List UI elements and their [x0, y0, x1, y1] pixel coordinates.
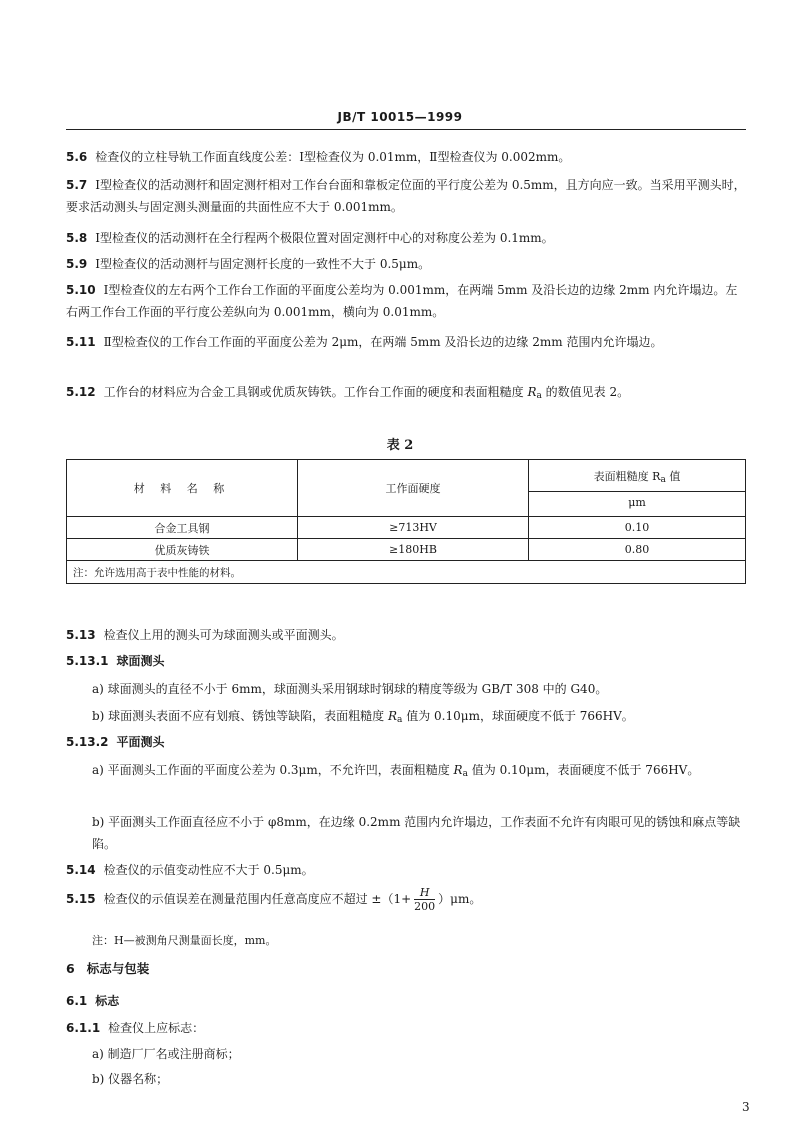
item-text-end: 值为 0.10μm，表面硬度不低于 766HV。 — [467, 763, 700, 777]
header-hardness: 工作面硬度 — [298, 460, 529, 517]
clause-text: Ⅰ型检查仪的活动测杆与固定测杆长度的一致性不大于 0.5μm。 — [95, 257, 431, 271]
clause-5-6 — [66, 146, 746, 168]
chapter-title: 标志与包装 — [86, 961, 150, 976]
clause-text-end: 的数值见表 2。 — [541, 385, 630, 399]
clause-text: 检查仪上应标志： — [108, 1021, 205, 1035]
clause-text: 检查仪的示值误差在测量范围内任意高度应不超过 ±（1+ — [103, 892, 412, 906]
clause-text-end: ）μm。 — [438, 892, 482, 906]
cell-hardness: ≥180HB — [298, 539, 529, 561]
table-note: 注：允许选用高于表中性能的材料。 — [67, 561, 746, 584]
item-6-1-1-b: b) 仪器名称； — [92, 1072, 169, 1086]
clause-text: 检查仪的立柱导轨工作面直线度公差：Ⅰ型检查仪为 0.01mm，Ⅱ型检查仪为 0.002mm。 — [95, 150, 571, 164]
clause-5-12 — [66, 381, 746, 407]
clause-number: 5.6 — [66, 150, 88, 164]
roughness-subscript: a — [462, 769, 468, 779]
chapter-number: 6 — [66, 961, 75, 976]
header-roughness-suffix: 值 — [665, 469, 681, 483]
clause-text: 检查仪的示值变动性应不大于 0.5μm。 — [103, 863, 314, 877]
clause-number: 5.13.2 — [66, 735, 109, 749]
clause-5-13-1 — [66, 650, 746, 672]
clause-number: 5.9 — [66, 257, 88, 271]
header-roughness — [529, 460, 746, 517]
clause-text: Ⅰ型检查仪的活动测杆在全行程两个极限位置对固定测杆中心的对称度公差为 0.1mm。 — [95, 231, 554, 245]
clause-5-11 — [66, 331, 746, 353]
roughness-subscript: a — [397, 715, 403, 725]
header-roughness-label: 表面粗糙度 R — [593, 469, 661, 483]
item-5-13-2-b: b) 平面测头工作面直径应不小于 φ8mm，在边缘 0.2mm 范围内允许塌边，工作表面不允许有肉眼可见的锈蚀和麻点等缺陷。 — [92, 815, 741, 851]
clause-number: 5.11 — [66, 335, 96, 349]
clause-5-9 — [66, 253, 746, 275]
item-text: a) 平面测头工作面的平面度公差为 0.3μm，不允许凹，表面粗糙度 — [92, 763, 454, 777]
roughness-subscript: a — [536, 391, 542, 401]
clause-text: 工作台的材料应为合金工具钢或优质灰铸铁。工作台工作面的硬度和表面粗糙度 — [103, 385, 528, 399]
cell-roughness: 0.10 — [529, 517, 746, 539]
clause-number: 5.13 — [66, 628, 96, 642]
clause-title: 球面测头 — [116, 654, 165, 668]
clause-5-13-2 — [66, 731, 746, 753]
item-5-13-1-b — [92, 705, 746, 731]
item-5-13-2-a — [92, 759, 746, 785]
cell-roughness: 0.80 — [529, 539, 746, 561]
clause-number: 5.13.1 — [66, 654, 109, 668]
clause-number: 6.1.1 — [66, 1021, 101, 1035]
table-note-row — [67, 561, 746, 584]
clause-6-1-1 — [66, 1017, 746, 1039]
item-6-1-1-a: a) 制造厂厂名或注册商标； — [92, 1047, 240, 1061]
table-caption: 表 2 — [386, 438, 414, 453]
clause-5-15 — [66, 884, 746, 914]
clause-title: 平面测头 — [116, 735, 165, 749]
clause-number: 5.7 — [66, 178, 88, 192]
item-5-13-1-a: a) 球面测头的直径不小于 6mm，球面测头采用钢球时钢球的精度等级为 GB/T 308 中的 G40。 — [92, 682, 608, 696]
roughness-symbol: R — [453, 763, 463, 777]
chapter-6 — [66, 958, 149, 980]
clause-text: 检查仪上用的测头可为球面测头或平面测头。 — [103, 628, 344, 642]
clause-5-15-note: 注：H—被测角尺测量面长度，mm。 — [92, 934, 277, 947]
fraction — [414, 886, 435, 913]
item-text-end: 值为 0.10μm，球面硬度不低于 766HV。 — [402, 709, 634, 723]
clause-number: 5.14 — [66, 863, 96, 877]
clause-6-1 — [66, 990, 746, 1012]
clause-number: 5.12 — [66, 385, 96, 399]
fraction-denominator: 200 — [414, 900, 436, 913]
roughness-symbol: R — [527, 385, 537, 399]
clause-5-14 — [66, 859, 746, 881]
table-header-row — [67, 460, 746, 517]
item-text: b) 球面测头表面不应有划痕、锈蚀等缺陷，表面粗糙度 — [92, 709, 388, 723]
clause-number: 5.10 — [66, 283, 96, 297]
clause-text: Ⅰ型检查仪的活动测杆和固定测杆相对工作台台面和靠板定位面的平行度公差为 0.5mm，且方向应一致。当采用平测头时，要求活动测头与固定测头测量面的共面性应不大于 0.001mm。 — [66, 178, 746, 214]
clause-5-7 — [66, 174, 746, 218]
clause-number: 5.15 — [66, 892, 96, 906]
table-row — [67, 517, 746, 539]
roughness-symbol: R — [388, 709, 398, 723]
clause-text: Ⅰ型检查仪的左右两个工作台工作面的平面度公差均为 0.001mm，在两端 5mm 及沿长边的边缘 2mm 内允许塌边。左右两工作台工作面的平行度公差纵向为 0.001mm，横向为 0.01mm。 — [66, 283, 738, 319]
table-row — [67, 539, 746, 561]
cell-material: 合金工具钢 — [67, 517, 298, 539]
clause-title: 标志 — [95, 994, 120, 1008]
header-divider — [66, 129, 746, 130]
clause-5-13 — [66, 624, 746, 646]
clause-number: 6.1 — [66, 994, 88, 1008]
page-number: 3 — [742, 1100, 750, 1114]
header-roughness-subscript: a — [660, 474, 666, 485]
clause-text: Ⅱ型检查仪的工作台工作面的平面度公差为 2μm，在两端 5mm 及沿长边的边缘 2mm 范围内允许塌边。 — [103, 335, 663, 349]
cell-material: 优质灰铸铁 — [67, 539, 298, 561]
header-material: 材 料 名 称 — [67, 460, 298, 517]
clause-5-10 — [66, 279, 746, 323]
header-roughness-unit: μm — [529, 491, 745, 509]
clause-number: 5.8 — [66, 231, 88, 245]
standard-code-header: JB/T 10015—1999 — [337, 110, 463, 124]
table-2 — [66, 459, 746, 584]
fraction-numerator: H — [414, 886, 435, 900]
cell-hardness: ≥713HV — [298, 517, 529, 539]
clause-5-8 — [66, 227, 746, 249]
